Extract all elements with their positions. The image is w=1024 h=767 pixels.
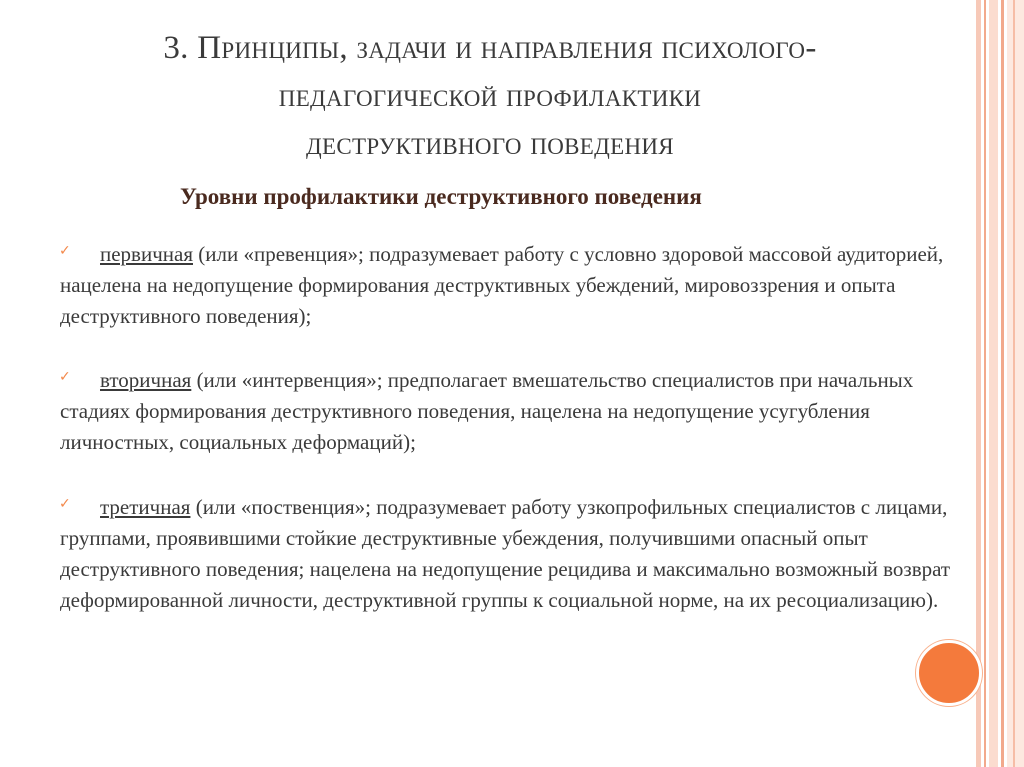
border-stripe [1013, 0, 1015, 767]
bullet-term: третичная [100, 495, 191, 519]
title-line: педагогической профилактики [278, 78, 702, 114]
border-stripe [984, 0, 986, 767]
check-icon: ✓ [59, 496, 71, 512]
title-line: деструктивного поведения [306, 126, 674, 162]
title-line: 3. Принципы, задачи и направления психолого- [163, 30, 817, 66]
bullet-text [60, 365, 980, 458]
check-icon: ✓ [59, 243, 71, 259]
border-stripe [989, 0, 998, 767]
bullet-item [60, 239, 980, 332]
border-stripe [1001, 0, 1004, 767]
check-icon: ✓ [59, 369, 71, 385]
slide-title [40, 24, 940, 168]
slide-subtitle: Уровни профилактики деструктивного поведения [180, 184, 702, 209]
bullet-body: (или «превенция»; подразумевает работу с условно здоровой массовой аудиторией, нацелена на недопущение формирования деструктивных убеждений, мировоззрения и опыта деструктивного поведения); [60, 242, 944, 328]
bullet-item [60, 492, 980, 616]
decorative-circle [916, 640, 982, 706]
bullet-text [60, 239, 980, 332]
bullet-term: вторичная [100, 368, 192, 392]
bullet-item [60, 365, 980, 458]
border-stripe [1007, 0, 1024, 767]
bullet-text [60, 492, 980, 616]
bullet-term: первичная [100, 242, 193, 266]
bullet-body: (или «интервенция»; предполагает вмешательство специалистов при начальных стадиях формирования деструктивного поведения, нацелена на недопущение усугубления личностных, социальных деформаций); [60, 368, 914, 454]
bullet-body: (или «поственция»; подразумевает работу узкопрофильных специалистов с лицами, группами, проявившими стойкие деструктивные убеждения, получившими опасный опыт деструктивного поведения; нацелена на недопущение рецидива и максимально возможный возврат деформированной личности, деструктивной группы к социальной норме, на их ресоциализацию). [60, 495, 951, 612]
